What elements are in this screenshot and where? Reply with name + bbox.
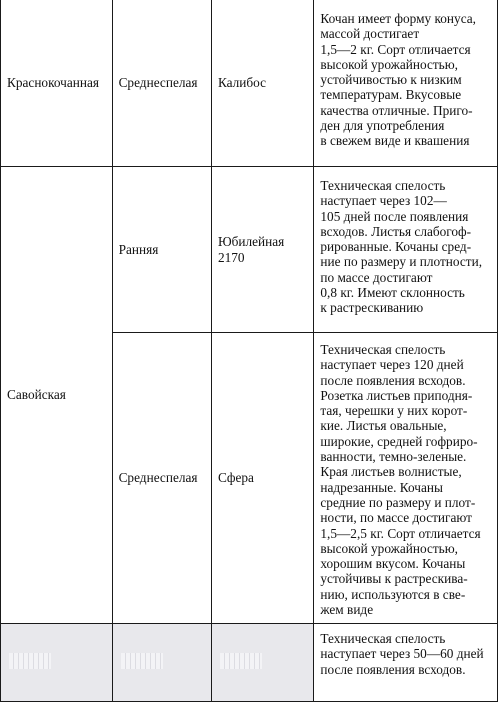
description-line: Кочан имеет форму конуса, bbox=[320, 11, 476, 26]
description-cell bbox=[314, 624, 498, 702]
description-line: Розетка листьев приподня- bbox=[320, 387, 473, 403]
description-line: нию, используются в све- bbox=[320, 586, 466, 602]
description-cell bbox=[314, 333, 498, 624]
description-line: широкие, средней гофриро- bbox=[320, 433, 478, 449]
description-cell bbox=[314, 0, 498, 167]
description-line: 105 дней после появления bbox=[320, 208, 469, 224]
description-line: наступает через 120 дней bbox=[320, 357, 464, 373]
faded-text-placeholder bbox=[220, 653, 262, 669]
description-line: надрезанные. Кочаны bbox=[320, 479, 443, 495]
description-line: ванности, темно-зеленые. bbox=[320, 449, 467, 465]
variety-cell: Юбилейная 2170 bbox=[211, 167, 313, 333]
description-line: кие. Листья овальные, bbox=[320, 418, 447, 434]
description-line: устойчивы к растрескива- bbox=[320, 571, 468, 587]
cabbage-type-cell bbox=[1, 624, 113, 702]
description-line: массой достигает bbox=[320, 26, 420, 42]
description-cell bbox=[314, 167, 498, 333]
variety-cell: Калибос bbox=[211, 0, 313, 167]
description-line: тая, черешки у них корот- bbox=[320, 403, 468, 419]
table-row bbox=[1, 0, 498, 167]
description-line: по массе достигают bbox=[320, 269, 433, 285]
description-line: к растрескиванию bbox=[320, 300, 424, 316]
ripeness-cell bbox=[112, 624, 211, 702]
description-line: в свежем виде и квашения bbox=[320, 133, 470, 149]
description-line: 1,5—2 кг. Сорт отличается bbox=[320, 41, 471, 57]
description-line: жем виде bbox=[320, 602, 374, 618]
description-line: Техническая спелость bbox=[320, 342, 446, 357]
variety-cell: Сфера bbox=[211, 333, 313, 624]
variety-cell bbox=[211, 624, 313, 702]
description-line: после появления всходов. bbox=[320, 661, 466, 677]
description-line: температурам. Вкусовые bbox=[320, 87, 462, 103]
description-line: Техническая спелость bbox=[320, 178, 446, 193]
description-line: хорошим вкусом. Кочаны bbox=[320, 556, 466, 572]
table-row bbox=[1, 624, 498, 702]
description-line: 0,8 кг. Имеют склонность bbox=[320, 285, 465, 301]
description-line: высокой урожайностью, bbox=[320, 56, 458, 72]
description-line: наступает через 50—60 дней bbox=[320, 646, 484, 662]
cabbage-type-cell: Краснокочанная bbox=[1, 0, 113, 167]
description-line: 1,5—2,5 кг. Сорт отличается bbox=[320, 525, 481, 541]
ripeness-cell: Среднеспелая bbox=[112, 333, 211, 624]
description-line: наступает через 102— bbox=[320, 193, 447, 209]
description-line: ности, по массе достигают bbox=[320, 510, 472, 526]
cabbage-type-cell: Савойская bbox=[1, 167, 113, 624]
description-line: средние по размеру и плот- bbox=[320, 494, 476, 510]
ripeness-cell: Ранняя bbox=[112, 167, 211, 333]
description-line: Техническая спелость bbox=[320, 631, 446, 646]
description-line: устойчивостью к низким bbox=[320, 72, 462, 88]
description-line: ние по размеру и плотности, bbox=[320, 254, 483, 270]
description-line: качества отличные. Приго- bbox=[320, 102, 473, 118]
description-line: ден для употребления bbox=[320, 118, 445, 134]
ripeness-cell: Среднеспелая bbox=[112, 0, 211, 167]
description-line: высокой урожайностью, bbox=[320, 540, 458, 556]
table-row bbox=[1, 167, 498, 333]
faded-text-placeholder bbox=[9, 653, 51, 669]
description-line: всходов. Листья слабогоф- bbox=[320, 223, 472, 239]
description-line: рированные. Кочаны сред- bbox=[320, 239, 472, 255]
description-line: Края листьев волнистые, bbox=[320, 464, 462, 480]
description-line: после появления всходов. bbox=[320, 372, 466, 388]
faded-text-placeholder bbox=[121, 653, 163, 669]
